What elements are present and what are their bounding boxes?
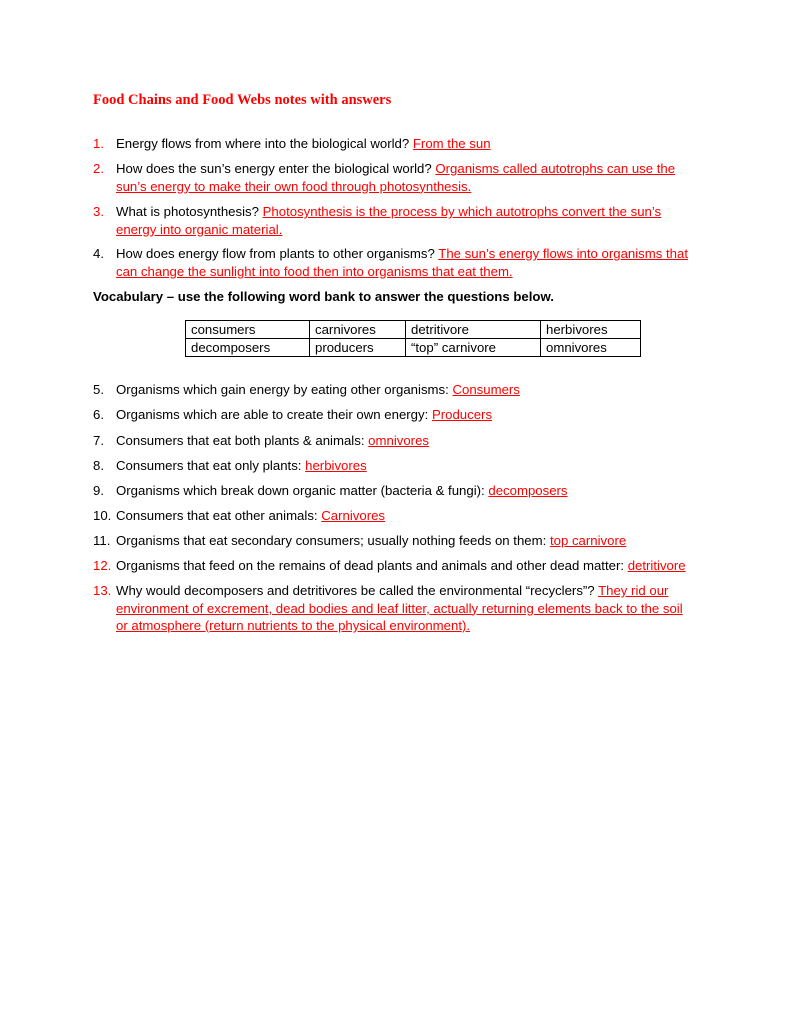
answer-text: decomposers — [488, 483, 568, 498]
answer-text: Carnivores — [321, 508, 386, 523]
question-text: Consumers that eat only plants: — [116, 458, 302, 473]
question-item — [93, 245, 693, 280]
question-number: 12. — [93, 558, 112, 573]
answer-text: top carnivore — [549, 533, 627, 548]
question-item — [93, 582, 693, 635]
question-item — [93, 135, 693, 153]
word-bank-cell: producers — [310, 339, 406, 357]
question-text: Energy flows from where into the biological world? — [116, 136, 410, 151]
word-bank-row — [186, 339, 641, 357]
question-text: How does the sun’s energy enter the biological world? — [116, 161, 432, 176]
word-bank-cell: decomposers — [186, 339, 310, 357]
answer-text: From the sun — [412, 136, 491, 151]
answer-text: omnivores — [368, 433, 430, 448]
question-number: 7. — [93, 433, 104, 448]
question-item — [93, 507, 693, 525]
question-text: Organisms which are able to create their own energy: — [116, 407, 429, 422]
answer-text: They rid our environment of excrement, dead bodies and leaf litter, actually returning elements back to the soil or atmosphere (return nutrients to the physical environment). — [116, 583, 683, 633]
question-number: 8. — [93, 458, 104, 473]
question-item — [93, 557, 693, 575]
question-text: Why would decomposers and detritivores be called the environmental “recyclers”? — [116, 583, 595, 598]
question-item — [93, 406, 693, 424]
question-number: 10. — [93, 508, 112, 523]
word-bank-cell: consumers — [186, 321, 310, 339]
answer-text: Producers — [431, 407, 493, 422]
question-item — [93, 160, 693, 195]
word-bank-cell: carnivores — [310, 321, 406, 339]
question-item — [93, 203, 693, 238]
vocabulary-heading: Vocabulary – use the following word bank to answer the questions below. — [93, 289, 554, 304]
question-number: 5. — [93, 382, 104, 397]
answer-text: Photosynthesis is the process by which autotrophs convert the sun’s energy into organic material. — [116, 204, 662, 237]
question-number: 11. — [93, 533, 111, 548]
question-item — [93, 432, 693, 450]
answer-text: The sun’s energy flows into organisms that can change the sunlight into food then into organisms that eat them. — [116, 246, 689, 279]
question-text: How does energy flow from plants to other organisms? — [116, 246, 435, 261]
question-text: Organisms that feed on the remains of dead plants and animals and other dead matter: — [116, 558, 625, 573]
question-item — [93, 381, 693, 399]
answer-text: Organisms called autotrophs can use the sun’s energy to make their own food through photosynthesis. — [116, 161, 676, 194]
word-bank-cell: herbivores — [541, 321, 641, 339]
question-number: 4. — [93, 246, 104, 261]
word-bank-cell: detritivore — [406, 321, 541, 339]
question-text: Organisms which gain energy by eating other organisms: — [116, 382, 449, 397]
question-text: Organisms which break down organic matter (bacteria & fungi): — [116, 483, 485, 498]
question-text: Consumers that eat other animals: — [116, 508, 318, 523]
question-item — [93, 457, 693, 475]
question-number: 13. — [93, 583, 112, 598]
question-number: 6. — [93, 407, 104, 422]
question-text: What is photosynthesis? — [116, 204, 259, 219]
question-number: 9. — [93, 483, 104, 498]
word-bank-table — [185, 320, 641, 357]
question-number: 1. — [93, 136, 104, 151]
question-number: 3. — [93, 204, 104, 219]
question-number: 2. — [93, 161, 104, 176]
word-bank-cell: omnivores — [541, 339, 641, 357]
word-bank-cell: “top” carnivore — [406, 339, 541, 357]
question-text: Organisms that eat secondary consumers; usually nothing feeds on them: — [116, 533, 547, 548]
question-text: Consumers that eat both plants & animals: — [116, 433, 365, 448]
answer-text: detritivore — [627, 558, 686, 573]
word-bank-row — [186, 321, 641, 339]
question-item — [93, 532, 693, 550]
answer-text: Consumers — [452, 382, 520, 397]
answer-text: herbivores — [305, 458, 367, 473]
page-title: Food Chains and Food Webs notes with answers — [93, 92, 392, 108]
question-item — [93, 482, 693, 500]
